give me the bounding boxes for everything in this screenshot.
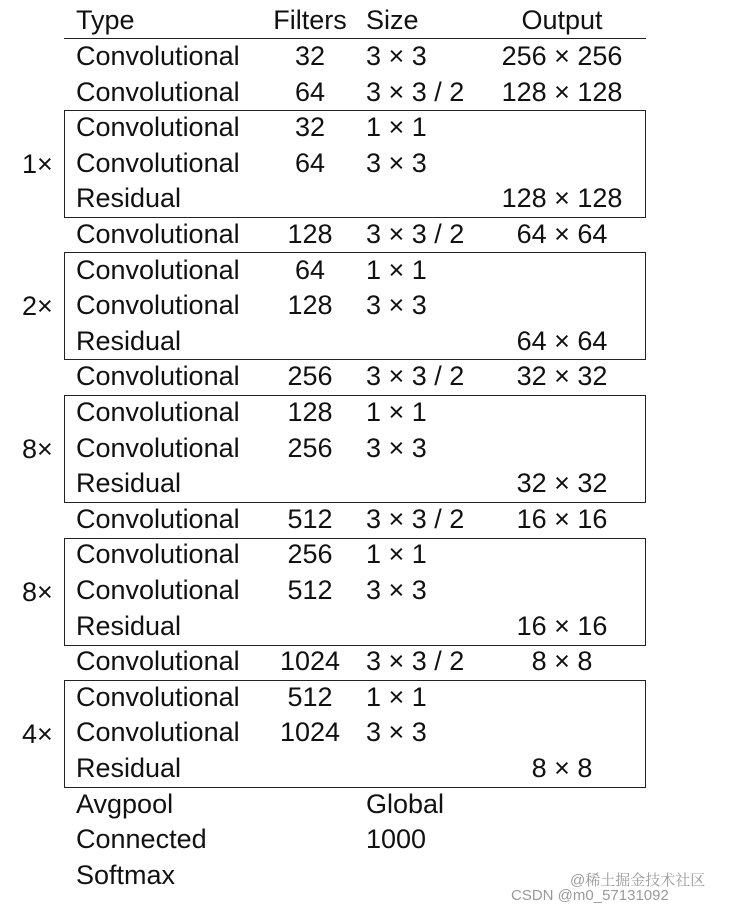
cell-size: 3 × 3: [366, 148, 427, 178]
cell-filters: 64: [294, 148, 326, 178]
cell-type: Convolutional: [76, 255, 240, 285]
cell-type: Convolutional: [76, 504, 240, 534]
cell-type: Convolutional: [76, 112, 240, 142]
cell-filters: 128: [287, 397, 333, 427]
cell-size: 3 × 3: [366, 433, 427, 463]
cell-filters: 512: [287, 575, 333, 605]
cell-output: 64 × 64: [516, 219, 608, 249]
cell-filters: 512: [287, 504, 333, 534]
cell-type: Convolutional: [76, 539, 240, 569]
cell-output: 16 × 16: [516, 504, 608, 534]
cell-type: Convolutional: [76, 361, 240, 391]
cell-type: Convolutional: [76, 219, 240, 249]
cell-type: Residual: [76, 611, 182, 641]
cell-output: 64 × 64: [516, 326, 608, 356]
cell-size: 3 × 3: [366, 717, 427, 747]
cell-size: 3 × 3: [366, 41, 427, 71]
cell-size: 1 × 1: [366, 397, 427, 427]
cell-size: 3 × 3 / 2: [366, 77, 465, 107]
cell-type: Convolutional: [76, 290, 240, 320]
cell-output: 32 × 32: [516, 468, 608, 498]
cell-filters: 256: [287, 433, 333, 463]
cell-output: 128 × 128: [501, 77, 623, 107]
cell-type: Convolutional: [76, 682, 240, 712]
cell-size: 1 × 1: [366, 539, 427, 569]
cell-filters: 128: [287, 219, 333, 249]
cell-type: Convolutional: [76, 397, 240, 427]
cell-size: 3 × 3 / 2: [366, 504, 465, 534]
cell-type: Convolutional: [76, 575, 240, 605]
cell-filters: 1024: [279, 717, 341, 747]
block-multiplier: 8×: [22, 434, 53, 464]
cell-type: Residual: [76, 326, 182, 356]
cell-size: 1 × 1: [366, 682, 427, 712]
cell-size: 1000: [366, 824, 427, 854]
cell-filters: 256: [287, 539, 333, 569]
header-rule: [64, 38, 646, 39]
cell-type: Residual: [76, 183, 182, 213]
cell-output: 8 × 8: [531, 646, 593, 676]
cell-size: 1 × 1: [366, 112, 427, 142]
cell-output: 16 × 16: [516, 611, 608, 641]
cell-type: Residual: [76, 468, 182, 498]
cell-type: Residual: [76, 753, 182, 783]
cell-size: 3 × 3 / 2: [366, 361, 465, 391]
cell-filters: 32: [294, 41, 326, 71]
block-multiplier: 8×: [22, 577, 53, 607]
block-multiplier: 2×: [22, 291, 53, 321]
cell-type: Softmax: [76, 860, 176, 890]
header-filters: Filters: [273, 5, 347, 35]
cell-filters: 64: [294, 255, 326, 285]
cell-output: 128 × 128: [501, 183, 623, 213]
cell-size: Global: [366, 789, 445, 819]
header-size: Size: [366, 5, 419, 35]
cell-output: 256 × 256: [501, 41, 623, 71]
cell-filters: 128: [287, 290, 333, 320]
watermark-csdn: CSDN @m0_57131092: [511, 887, 669, 904]
cell-size: 3 × 3 / 2: [366, 219, 465, 249]
cell-size: 1 × 1: [366, 255, 427, 285]
cell-filters: 32: [294, 112, 326, 142]
block-multiplier: 4×: [22, 719, 53, 749]
cell-filters: 64: [294, 77, 326, 107]
cell-filters: 512: [287, 682, 333, 712]
block-multiplier: 1×: [22, 149, 53, 179]
watermark-juejin: @稀土掘金技术社区: [570, 872, 706, 889]
cell-output: 8 × 8: [531, 753, 593, 783]
cell-output: 32 × 32: [516, 361, 608, 391]
cell-size: 3 × 3 / 2: [366, 646, 465, 676]
header-type: Type: [76, 5, 135, 35]
cell-size: 3 × 3: [366, 290, 427, 320]
header-output: Output: [521, 5, 603, 35]
cell-filters: 256: [287, 361, 333, 391]
cell-size: 3 × 3: [366, 575, 427, 605]
cell-type: Convolutional: [76, 646, 240, 676]
cell-type: Convolutional: [76, 41, 240, 71]
cell-type: Convolutional: [76, 433, 240, 463]
cell-type: Convolutional: [76, 77, 240, 107]
cell-filters: 1024: [279, 646, 341, 676]
cell-type: Connected: [76, 824, 207, 854]
cell-type: Convolutional: [76, 717, 240, 747]
cell-type: Avgpool: [76, 789, 174, 819]
cell-type: Convolutional: [76, 148, 240, 178]
